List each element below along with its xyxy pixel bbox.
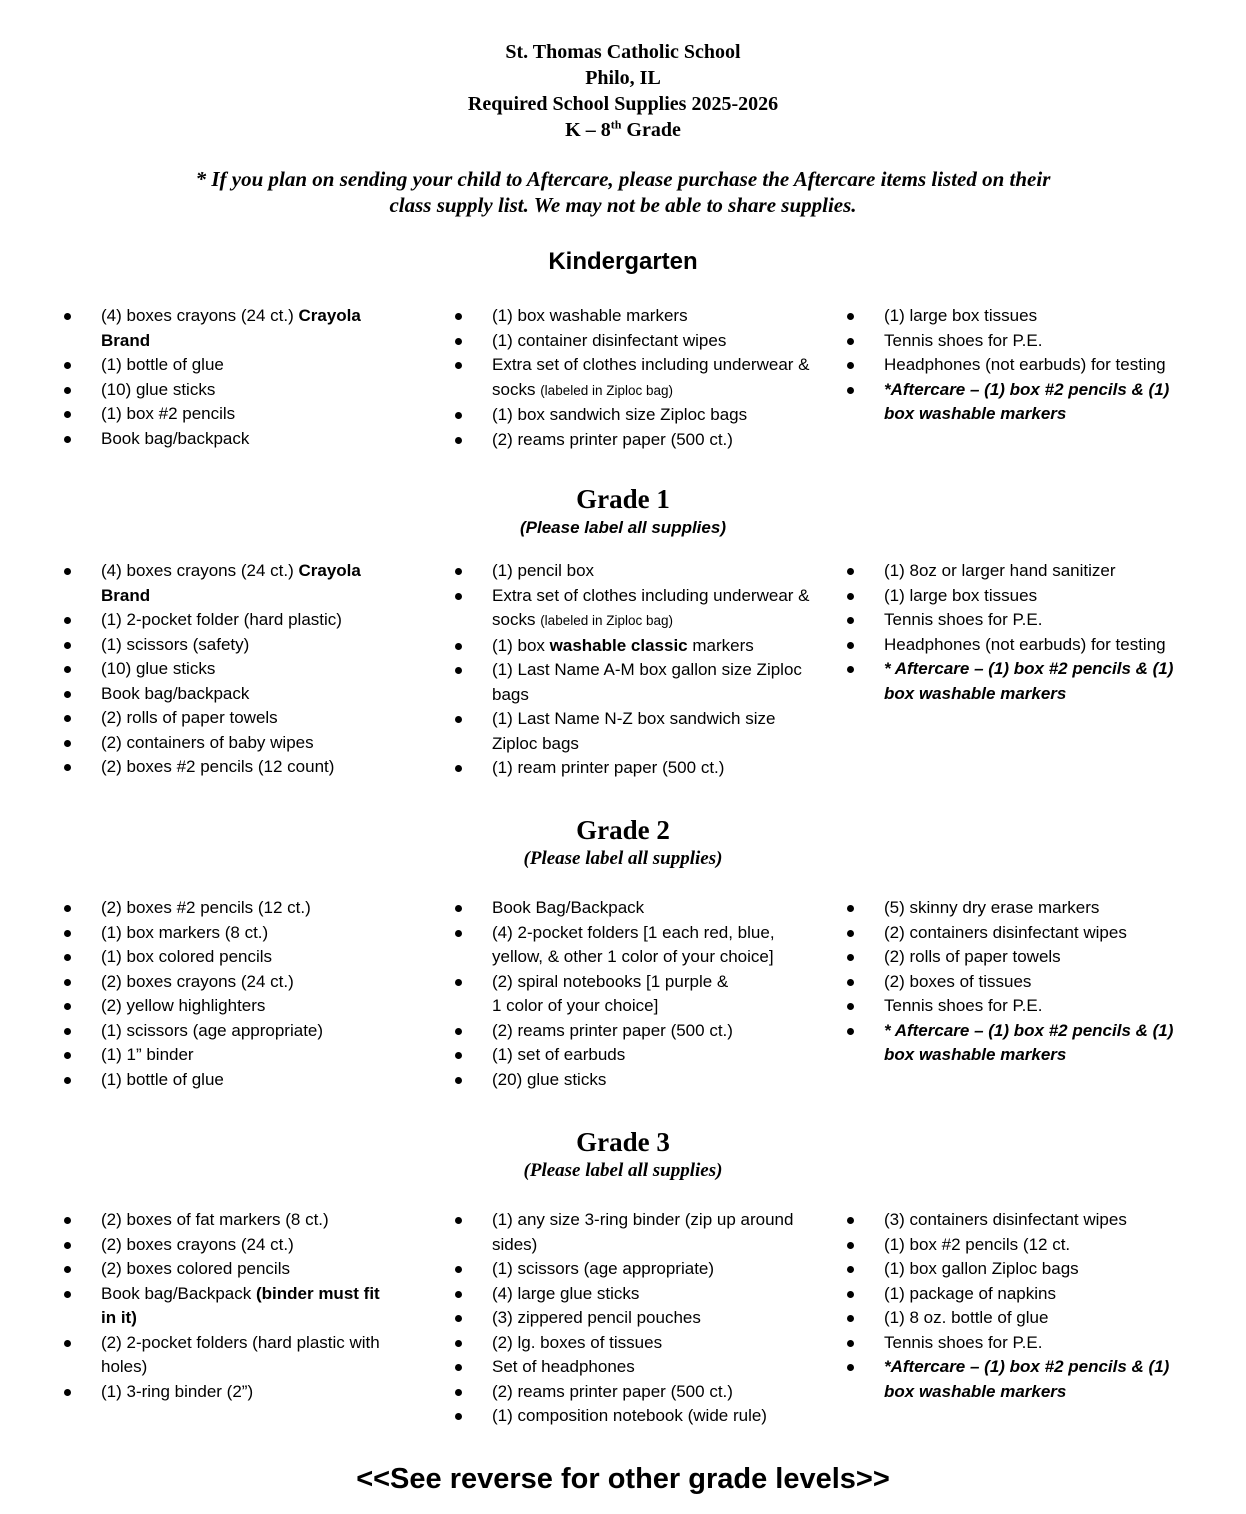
- grade2-col3: [844, 896, 1189, 1068]
- list-item: [61, 1282, 391, 1331]
- aftercare-item: *Aftercare – (1) box #2 pencils & (1) box washable markers: [844, 378, 1189, 427]
- list-item: (1) Last Name A-M box gallon size Ziploc bags: [452, 658, 812, 707]
- grade2-col2: [452, 896, 812, 1092]
- list-item: (2) boxes crayons (24 ct.): [61, 970, 391, 995]
- list-item: (1) pencil box: [452, 559, 812, 584]
- section-heading-grade-2: Grade 2: [576, 815, 670, 845]
- list-item: (1) box sandwich size Ziploc bags: [452, 403, 812, 428]
- grade1-col3: [844, 559, 1189, 706]
- list-item: (1) 8oz or larger hand sanitizer: [844, 559, 1189, 584]
- kindergarten-col3: [844, 304, 1189, 427]
- list-item: (2) boxes of tissues: [844, 970, 1189, 995]
- aftercare-notice: [0, 166, 1246, 218]
- section-heading-kindergarten: Kindergarten: [548, 248, 698, 275]
- item-line: 1 color of your choice]: [492, 996, 659, 1015]
- aftercare-item: * Aftercare – (1) box #2 pencils & (1) box washable markers: [844, 1019, 1189, 1068]
- list-item: (2) reams printer paper (500 ct.): [452, 1380, 812, 1405]
- aftercare-notice-line1: * If you plan on sending your child to Aftercare, please purchase the Aftercare items listed on their: [195, 167, 1051, 191]
- list-item: (1) ream printer paper (500 ct.): [452, 756, 812, 781]
- list-item: (1) box #2 pencils: [61, 402, 391, 427]
- grade-range: [0, 117, 1246, 143]
- grade-range-suffix: Grade: [621, 119, 681, 141]
- list-item: (3) containers disinfectant wipes: [844, 1208, 1189, 1233]
- item-text: Book bag/Backpack: [101, 1283, 256, 1303]
- list-item: (1) 3-ring binder (2”): [61, 1380, 391, 1405]
- list-item: Tennis shoes for P.E.: [844, 608, 1189, 633]
- item-brand: Crayola Brand: [101, 306, 361, 350]
- item-line: (2) spiral notebooks [1 purple &: [492, 971, 729, 991]
- list-item: (1) 2-pocket folder (hard plastic): [61, 608, 391, 633]
- list-item: (1) box gallon Ziploc bags: [844, 1257, 1189, 1282]
- list-item: (1) bottle of glue: [61, 353, 391, 378]
- aftercare-item: *Aftercare – (1) box #2 pencils & (1) box washable markers: [844, 1355, 1189, 1404]
- list-item: [61, 304, 391, 353]
- kindergarten-col2: [452, 304, 812, 452]
- list-item: (2) boxes crayons (24 ct.): [61, 1233, 391, 1258]
- list-item: (2) yellow highlighters: [61, 994, 391, 1019]
- list-item: (1) set of earbuds: [452, 1043, 812, 1068]
- list-item: (3) zippered pencil pouches: [452, 1306, 812, 1331]
- list-item: (2) containers of baby wipes: [61, 731, 391, 756]
- grade3-col3: [844, 1208, 1189, 1404]
- item-emphasis: (binder must fit in it): [101, 1283, 380, 1327]
- item-note: (labeled in Ziploc bag): [540, 613, 674, 628]
- list-item: Book bag/backpack: [61, 682, 391, 707]
- list-item: (1) any size 3-ring binder (zip up around sides): [452, 1208, 812, 1257]
- item-text-end: markers: [687, 635, 754, 655]
- aftercare-notice-line2: class supply list. We may not be able to share supplies.: [389, 193, 857, 217]
- list-item: (1) scissors (safety): [61, 633, 391, 658]
- section-heading-grade-1: Grade 1: [576, 484, 670, 514]
- document-title: Required School Supplies 2025-2026: [467, 93, 779, 115]
- list-item: (2) boxes #2 pencils (12 count): [61, 755, 391, 780]
- list-item: Tennis shoes for P.E.: [844, 1331, 1189, 1356]
- list-item: (1) bottle of glue: [61, 1068, 391, 1093]
- list-item: (2) containers disinfectant wipes: [844, 921, 1189, 946]
- list-item: (10) glue sticks: [61, 378, 391, 403]
- list-item: (2) boxes #2 pencils (12 ct.): [61, 896, 391, 921]
- list-item: Tennis shoes for P.E.: [844, 329, 1189, 354]
- item-text: (4) boxes crayons (24 ct.): [101, 561, 299, 580]
- grade3-col2: [452, 1208, 812, 1429]
- item-brand: Crayola Brand: [101, 561, 361, 605]
- section-subheading-grade-3: (Please label all supplies): [523, 1160, 723, 1181]
- list-item: [452, 634, 812, 659]
- item-text: (4) boxes crayons (24 ct.): [101, 306, 299, 325]
- list-item: (1) Last Name N-Z box sandwich size Ziploc bags: [452, 707, 812, 756]
- list-item: [452, 584, 812, 634]
- list-item: Headphones (not earbuds) for testing: [844, 353, 1189, 378]
- list-item: (1) scissors (age appropriate): [452, 1257, 812, 1282]
- list-item: (2) boxes colored pencils: [61, 1257, 391, 1282]
- list-item: (2) reams printer paper (500 ct.): [452, 1019, 812, 1044]
- school-city: Philo, IL: [585, 67, 661, 89]
- item-emphasis: washable classic: [549, 635, 688, 655]
- list-item: [61, 559, 391, 608]
- item-note: (labeled in Ziploc bag): [540, 382, 674, 398]
- grade-range-prefix: K – 8: [565, 119, 611, 141]
- list-item: (1) scissors (age appropriate): [61, 1019, 391, 1044]
- list-item: (1) 1” binder: [61, 1043, 391, 1068]
- list-item: (2) rolls of paper towels: [844, 945, 1189, 970]
- list-item: (1) 8 oz. bottle of glue: [844, 1306, 1189, 1331]
- section-heading-grade-3: Grade 3: [576, 1127, 670, 1157]
- list-item: (20) glue sticks: [452, 1068, 812, 1093]
- list-item: (1) composition notebook (wide rule): [452, 1404, 812, 1429]
- list-item: Book Bag/Backpack: [452, 896, 812, 921]
- kindergarten-col1: [61, 304, 391, 451]
- list-item: (2) reams printer paper (500 ct.): [452, 428, 812, 453]
- footer-note: <<See reverse for other grade levels>>: [356, 1463, 890, 1495]
- list-item: (1) box markers (8 ct.): [61, 921, 391, 946]
- list-item: (2) rolls of paper towels: [61, 706, 391, 731]
- list-item: (1) package of napkins: [844, 1282, 1189, 1307]
- list-item: (1) box washable markers: [452, 304, 812, 329]
- list-item: (5) skinny dry erase markers: [844, 896, 1189, 921]
- item-text: Extra set of clothes including underwear & socks: [492, 355, 810, 399]
- list-item: [452, 970, 812, 1019]
- list-item: (4) large glue sticks: [452, 1282, 812, 1307]
- list-item: (1) large box tissues: [844, 584, 1189, 609]
- grade2-col1: [61, 896, 391, 1092]
- school-name: St. Thomas Catholic School: [505, 41, 741, 63]
- grade-range-sup: th: [610, 117, 622, 132]
- section-subheading-grade-2: (Please label all supplies): [523, 848, 723, 869]
- document-header: [0, 39, 1246, 143]
- list-item: (1) container disinfectant wipes: [452, 329, 812, 354]
- list-item: (2) boxes of fat markers (8 ct.): [61, 1208, 391, 1233]
- list-item: (1) large box tissues: [844, 304, 1189, 329]
- item-text: (1) box: [492, 635, 550, 655]
- section-subheading-grade-1: (Please label all supplies): [520, 518, 726, 537]
- list-item: [452, 353, 812, 403]
- list-item: (2) lg. boxes of tissues: [452, 1331, 812, 1356]
- grade3-col1: [61, 1208, 391, 1404]
- item-text: Extra set of clothes including underwear & socks: [492, 585, 810, 629]
- list-item: (2) 2-pocket folders (hard plastic with holes): [61, 1331, 391, 1380]
- list-item: (4) 2-pocket folders [1 each red, blue, yellow, & other 1 color of your choice]: [452, 921, 812, 970]
- list-item: Headphones (not earbuds) for testing: [844, 633, 1189, 658]
- list-item: (1) box colored pencils: [61, 945, 391, 970]
- list-item: Tennis shoes for P.E.: [844, 994, 1189, 1019]
- list-item: Book bag/backpack: [61, 427, 391, 452]
- grade1-col1: [61, 559, 391, 780]
- list-item: (1) box #2 pencils (12 ct.: [844, 1233, 1189, 1258]
- aftercare-item: * Aftercare – (1) box #2 pencils & (1) box washable markers: [844, 657, 1189, 706]
- list-item: (10) glue sticks: [61, 657, 391, 682]
- list-item: Set of headphones: [452, 1355, 812, 1380]
- grade1-col2: [452, 559, 812, 781]
